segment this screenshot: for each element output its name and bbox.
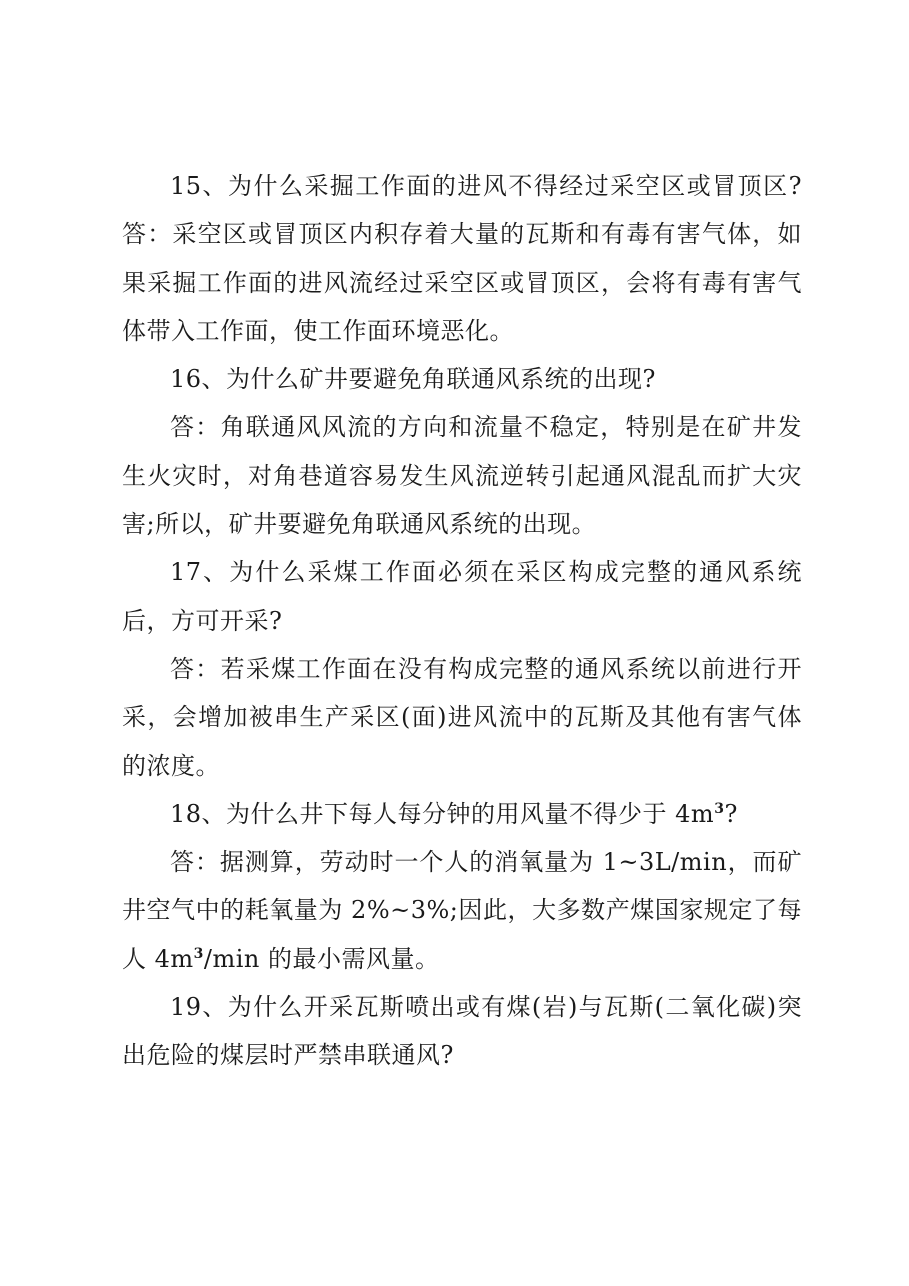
answer-18-text: 答：据测算，劳动时一个人的消氧量为 1~3L/min，而矿井空气中的耗氧量为 2%~3%;因此，大多数产煤国家规定了每人 4m bbox=[122, 848, 802, 973]
question-15-answer-paragraph: 15、为什么采掘工作面的进风不得经过采空区或冒顶区?答：采空区或冒顶区内积存着大量的瓦斯和有毒有害气体，如果采掘工作面的进风流经过采空区或冒顶区，会将有毒有害气体带入工作面，使工作面环境恶化。 bbox=[122, 172, 802, 345]
cubic-superscript: 3 bbox=[193, 945, 204, 962]
question-17: 17、为什么采煤工作面必须在采区构成完整的通风系统后，方可开采? bbox=[122, 558, 802, 635]
question-16: 16、为什么矿井要避免角联通风系统的出现? bbox=[170, 365, 656, 394]
question-18 bbox=[122, 790, 802, 838]
cubic-superscript: 3 bbox=[714, 800, 725, 817]
answer-18-end: /min 的最小需风量。 bbox=[203, 944, 440, 973]
question-18-end: ? bbox=[724, 799, 738, 828]
question-19: 19、为什么开采瓦斯喷出或有煤(岩)与瓦斯(二氧化碳)突出危险的煤层时严禁串联通风? bbox=[122, 993, 802, 1070]
answer-17: 答：若采煤工作面在没有构成完整的通风系统以前进行开采，会增加被串生产采区(面)进风流中的瓦斯及其他有害气体的浓度。 bbox=[122, 654, 802, 780]
document-body bbox=[122, 162, 802, 1080]
question-18-text: 18、为什么井下每人每分钟的用风量不得少于 4m bbox=[170, 799, 715, 828]
answer-16: 答：角联通风风流的方向和流量不稳定，特别是在矿井发生火灾时，对角巷道容易发生风流逆转引起通风混乱而扩大灾害;所以，矿井要避免角联通风系统的出现。 bbox=[122, 413, 802, 539]
answer-18 bbox=[122, 838, 802, 983]
